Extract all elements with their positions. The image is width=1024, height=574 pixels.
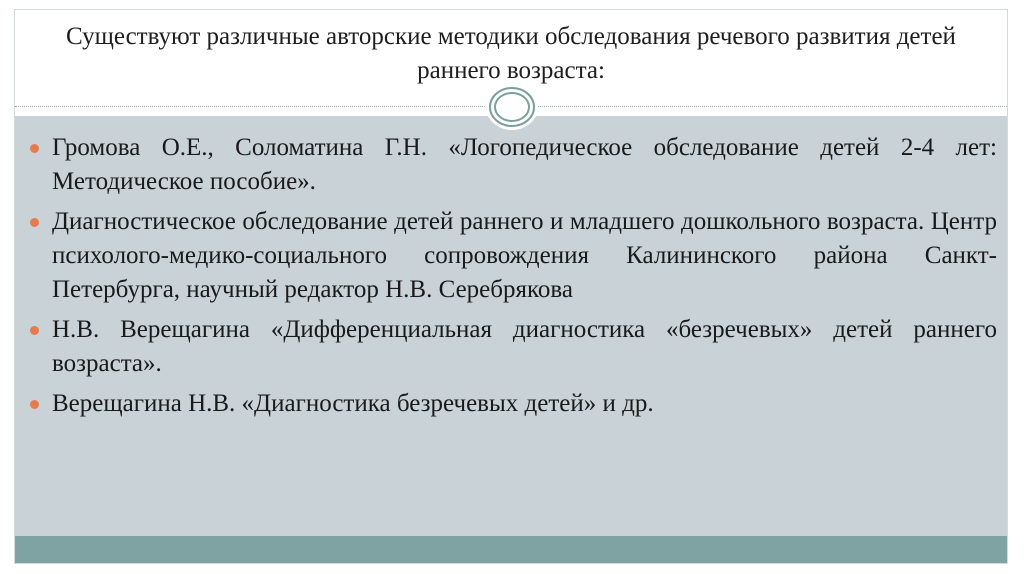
list-item-text: Н.В. Верещагина «Дифференциальная диагностика «безречевых» детей раннего возраста». [52,316,997,377]
list-item-text: Диагностическое обследование детей раннего и младшего дошкольного возраста. Центр психолого-медико-социального сопровождения Калининского района Санкт-Петербурга, научный редактор Н.В. Серебрякова [52,208,997,303]
slide-title: Существуют различные авторские методики обследования речевого развития детей раннего возраста: [66,23,956,84]
round-bullet-icon [30,144,39,153]
round-bullet-icon [30,400,39,409]
list-item-text: Громова О.Е., Соломатина Г.Н. «Логопедическое обследование детей 2-4 лет: Методическое пособие». [52,134,997,195]
list-item-text: Верещагина Н.В. «Диагностика безречевых детей» и др. [52,390,654,417]
bottom-band [15,536,1007,564]
round-bullet-icon [30,326,39,335]
round-bullet-icon [30,218,39,227]
double-ring-ornament-icon [484,82,540,132]
list-item [30,387,997,421]
list-item [30,313,997,381]
list-item [30,205,997,307]
bullet-list [30,131,997,427]
list-item [30,131,997,199]
